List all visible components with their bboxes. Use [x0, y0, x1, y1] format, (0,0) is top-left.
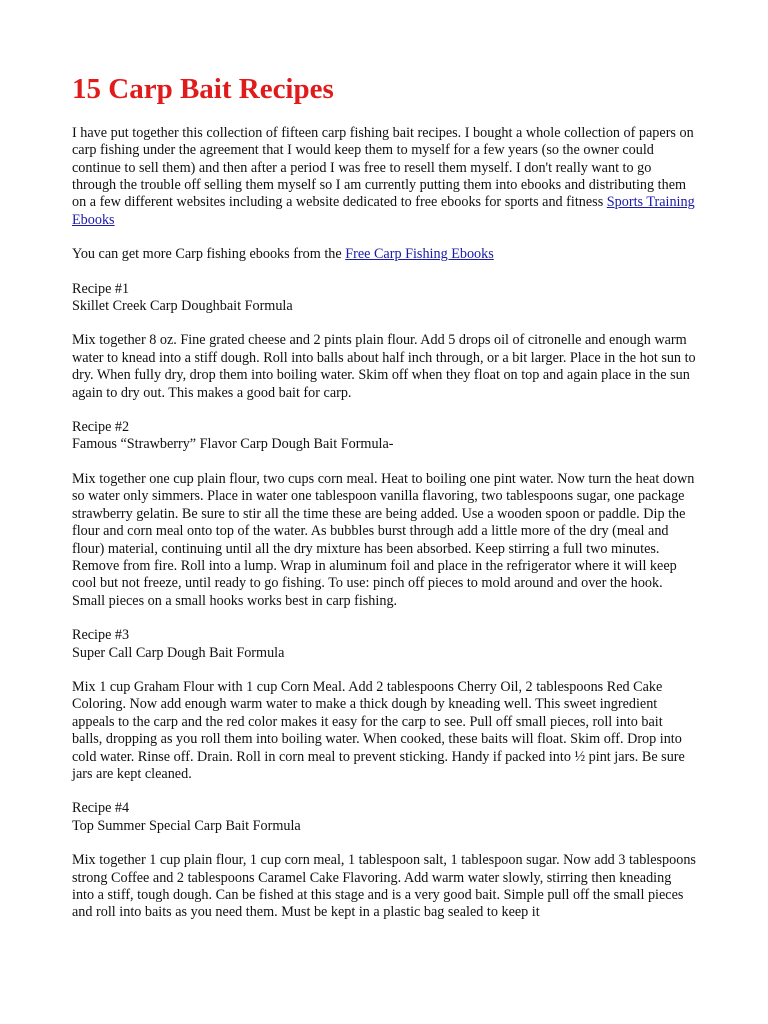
intro-paragraph [72, 125, 696, 229]
intro-text: I have put together this collection of fifteen carp fishing bait recipes. I bought a whole collection of papers on carp fishing under the agreement that I would keep them to myself for a few years (so the owner could continue to sell them) and then after a period I was free to resell them myself. I don't really want to go through the trouble off selling them myself so I am currently putting them into ebooks and distributing them on a few different websites including a website dedicated to free ebooks for sports and fitness [72, 124, 694, 211]
recipe-4-heading [72, 800, 696, 835]
recipe-number: Recipe #4 [72, 800, 130, 817]
more-ebooks-paragraph [72, 246, 696, 263]
recipe-3-heading [72, 627, 696, 662]
recipe-4-body: Mix together 1 cup plain flour, 1 cup corn meal, 1 tablespoon salt, 1 tablespoon sugar. Now add 3 tablespoons strong Coffee and 2 tablespoons Caramel Cake Flavoring. Add warm water slowly, stirring then kneading into a stiff, tough dough. Can be fished at this stage and is a very good bait. Simple pull off the small pieces and roll into baits as you need them. Must be kept in a plastic bag sealed to keep it [72, 852, 696, 921]
recipe-name: Skillet Creek Carp Doughbait Formula [72, 298, 293, 315]
sports-training-ebooks-link[interactable]: Sports Training Ebooks [72, 194, 695, 228]
recipe-1-body: Mix together 8 oz. Fine grated cheese and 2 pints plain flour. Add 5 drops oil of citronelle and enough warm water to knead into a stiff dough. Roll into balls about half inch through, or a bit larger. Place in the hot sun to dry. When fully dry, drop them into boiling water. Skim off when they float on top and again place in the sun again to dry out. This makes a good bait for carp. [72, 332, 696, 401]
recipe-number: Recipe #1 [72, 280, 130, 297]
page-title: 15 Carp Bait Recipes [72, 73, 334, 105]
recipe-name: Super Call Carp Dough Bait Formula [72, 644, 285, 661]
recipe-3-body: Mix 1 cup Graham Flour with 1 cup Corn Meal. Add 2 tablespoons Cherry Oil, 2 tablespoons Red Cake Coloring. Now add enough warm water to make a thick dough by kneading well. This sweet ingredient appeals to the carp and the red color makes it easy for the carp to see. Pull off small pieces, roll into bait balls, dropping as you roll them into boiling water. When cooked, these baits will float. Skim off. Drop into cold water. Rinse off. Drain. Roll in corn meal to prevent sticking. Handy if packed into ½ pint jars. Be sure jars are kept cleaned. [72, 678, 685, 782]
more-ebooks-text: You can get more Carp fishing ebooks from the [72, 246, 346, 263]
recipe-number: Recipe #2 [72, 419, 130, 436]
free-carp-fishing-ebooks-link[interactable]: Free Carp Fishing Ebooks [345, 246, 494, 263]
recipe-2-body: Mix together one cup plain flour, two cups corn meal. Heat to boiling one pint water. Now turn the heat down so water only simmers. Place in water one tablespoon vanilla flavoring, two tablespoons sugar, one package strawberry gelatin. Be sure to stir all the time these are being added. Use a wooden spoon or paddle. Dip the flour and corn meal onto top of the water. As bubbles burst through add a little more of the dry (meal and flour) material, continuing until all the dry mixture has been absorbed. Keep stirring a full two minutes. Remove from fire. Roll into a lump. Wrap in aluminum foil and place in the refrigerator where it will keep cool but not freeze, until ready to go fishing. To use: pinch off pieces to mold around and over the hook. Small pieces on a small hooks works best in carp fishing. [72, 470, 695, 609]
recipe-2-heading [72, 419, 696, 454]
recipe-name: Famous “Strawberry” Flavor Carp Dough Bait Formula- [72, 436, 394, 453]
recipe-name: Top Summer Special Carp Bait Formula [72, 817, 301, 834]
recipe-1-heading [72, 281, 696, 316]
recipe-number: Recipe #3 [72, 627, 130, 644]
